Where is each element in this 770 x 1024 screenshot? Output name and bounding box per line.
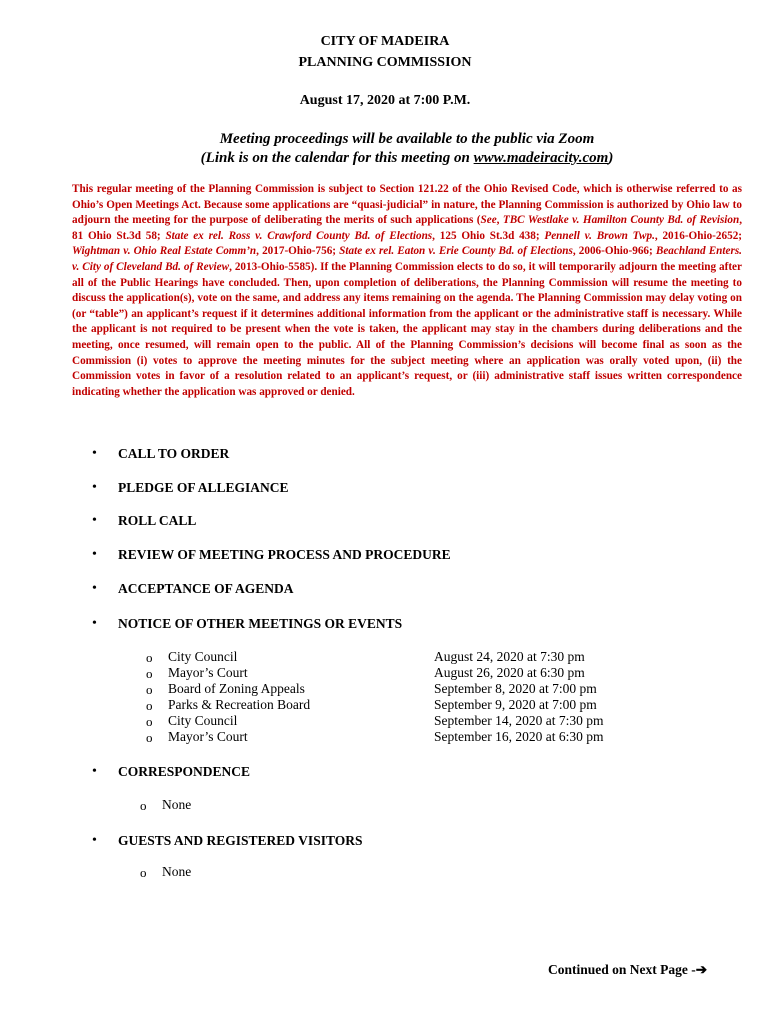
meeting-when: September 16, 2020 at 6:30 pm	[434, 729, 604, 744]
meeting-name: City Council	[168, 649, 238, 664]
notice-cite-5: , 2006-Ohio-966;	[572, 245, 656, 258]
sub-bullet-icon: o	[146, 698, 153, 713]
notice-text-1: This regular meeting of the Planning Commission is subject to Section 121.22 of the Ohio Revised Code, which is otherwise referred to as Ohio’s Open Meetings Act. Because some applications are “quasi-judicial” in nature, the Planning Commission is authorized by Ohio law to adjourn the meeting for the purpose of deliberating the merits of such applications (	[72, 183, 742, 227]
meeting-when: September 14, 2020 at 7:30 pm	[434, 713, 604, 728]
sub-bullet-icon: o	[140, 865, 147, 880]
bullet-icon: •	[92, 547, 97, 562]
zoom-line-2-post: )	[608, 150, 614, 166]
meeting-name: City Council	[168, 713, 238, 728]
continued-next-page	[548, 962, 707, 978]
bullet-icon: •	[92, 616, 97, 631]
meeting-name: Board of Zoning Appeals	[168, 681, 305, 696]
zoom-line-2-pre: (Link is on the calendar for this meeting on	[200, 150, 474, 166]
sub-bullet-icon: o	[146, 730, 153, 745]
bullet-icon: •	[92, 764, 97, 779]
agenda-item-review-process: REVIEW OF MEETING PROCESS AND PROCEDURE	[118, 547, 451, 562]
case-ross: State ex rel. Ross v. Crawford County Bd. of Elections	[165, 229, 433, 242]
open-meetings-notice: This regular meeting of the Planning Commission is subject to Section 121.22 of the Ohio Revised Code, which is otherwise referred to as Ohio’s Open Meetings Act. Because some applications are “quasi-judicial” in nature, the Planning Commission is authorized by Ohio law to adjourn the meeting for the purpose of deliberating the merits of such applications (See, TBC Westlake v. Hamilton County Bd. of Revision, 81 Ohio St.3d 58; State ex rel. Ross v. Crawford County Bd. of Elections, 125 Ohio St.3d 438; Pennell v. Brown Twp., 2016-Ohio-2652; Wightman v. Ohio Real Estate Comm’n, 2017-Ohio-756; State ex rel. Eaton v. Erie County Bd. of Elections, 2006-Ohio-966; Beachland Enters. v. City of Cleveland Bd. of Review, 2013-Ohio-5585). If the Planning Commission elects to do so, it will temporarily adjourn the meeting after all of the Public Hearings have concluded. Then, upon completion of deliberations, the Planning Commission will resume the meeting to discuss the application(s), vote on the same, and address any items remaining on the agenda. The Planning Commission may delay voting on (or “table”) an applicant’s request if it determines additional information from the applicant or the administrative staff is necessary. While the applicant is not required to be present when the vote is taken, the applicant may stay in the chambers during deliberations and the meeting, once resumed, will remain open to the public. All of the Planning Commission’s decisions will become final as soon as the Commission (i) votes to approve the meeting minutes for the subject meeting where an application was orally voted upon, (ii) the Commission votes in favor of a resolution related to an applicant’s request, or (iii) administrative staff issues written correspondence indicating whether the application was approved or denied.	[72, 183, 743, 398]
agenda-item-notice-meetings: NOTICE OF OTHER MEETINGS OR EVENTS	[118, 616, 403, 631]
madeira-website-link[interactable]: www.madeiracity.com	[473, 150, 609, 166]
meeting-when: September 9, 2020 at 7:00 pm	[434, 697, 597, 712]
agenda-item-pledge: PLEDGE OF ALLEGIANCE	[118, 480, 289, 495]
continued-text: Continued on Next Page -	[548, 962, 696, 977]
agenda-item-acceptance: ACCEPTANCE OF AGENDA	[118, 581, 294, 596]
sub-bullet-icon: o	[140, 798, 147, 813]
bullet-icon: •	[92, 513, 97, 528]
notice-cite-3: , 2016-Ohio-2652;	[654, 229, 743, 242]
bullet-icon: •	[92, 833, 97, 848]
zoom-line-1: Meeting proceedings will be available to the public via Zoom	[219, 131, 595, 147]
meeting-date: August 17, 2020 at 7:00 P.M.	[299, 93, 471, 108]
case-wightman: Wightman v. Ohio Real Estate Comm’n	[72, 245, 257, 258]
city-title: CITY OF MADEIRA	[320, 34, 450, 49]
meeting-when: August 24, 2020 at 7:30 pm	[434, 649, 585, 664]
case-tbc-westlake: TBC Westlake v. Hamilton County Bd. of Revision	[502, 214, 740, 227]
notice-cite-1: , 81 Ohio St.3d 58;	[72, 214, 743, 242]
guests-none: None	[162, 864, 192, 879]
sub-bullet-icon: o	[146, 666, 153, 681]
commission-title: PLANNING COMMISSION	[298, 55, 472, 70]
agenda-item-correspondence: CORRESPONDENCE	[118, 764, 251, 779]
sub-bullet-icon: o	[146, 682, 153, 697]
bullet-icon: •	[92, 581, 97, 596]
meeting-when: September 8, 2020 at 7:00 pm	[434, 681, 597, 696]
meeting-name: Mayor’s Court	[168, 665, 248, 680]
notice-cite-4: , 2017-Ohio-756;	[256, 245, 340, 258]
case-eaton: State ex rel. Eaton v. Erie County Bd. of Elections	[339, 245, 573, 258]
case-pennell: Pennell v. Brown Twp.	[544, 229, 655, 242]
meeting-name: Mayor’s Court	[168, 729, 248, 744]
correspondence-none: None	[162, 797, 192, 812]
bullet-icon: •	[92, 446, 97, 461]
zoom-line-2	[0, 150, 770, 167]
agenda-item-roll-call: ROLL CALL	[118, 513, 197, 528]
sub-bullet-icon: o	[146, 650, 153, 665]
agenda-item-call-to-order: CALL TO ORDER	[118, 446, 230, 461]
meeting-name: Parks & Recreation Board	[168, 697, 311, 712]
notice-text-2: , 2013-Ohio-5585). If the Planning Commission elects to do so, it will temporarily adjourn the meeting after all of the Public Hearings have concluded. Then, upon completion of deliberations, the Planning Commission will resume the meeting to discuss the application(s), vote on the same, and address any items remaining on the agenda. The Planning Commission may delay voting on (or “table”) an applicant’s request if it determines additional information from the applicant or the administrative staff is necessary. While the applicant is not required to be present when the vote is taken, the applicant may stay in the chambers during deliberations and the meeting, once resumed, will remain open to the public. All of the Planning Commission’s decisions will become final as soon as the Commission (i) votes to approve the meeting minutes for the subject meeting where an application was orally voted upon, (ii) the Commission votes in favor of a resolution related to an applicant’s request, or (iii) administrative staff issues written correspondence indicating whether the application was approved or denied.	[72, 260, 742, 398]
right-arrow-icon: ➔	[695, 962, 708, 977]
case-beachland: Beachland Enters. v. City of Cleveland Bd. of Review	[72, 245, 742, 273]
agenda-item-guests: GUESTS AND REGISTERED VISITORS	[118, 833, 363, 848]
notice-see: See	[480, 214, 497, 227]
sub-bullet-icon: o	[146, 714, 153, 729]
bullet-icon: •	[92, 480, 97, 495]
meeting-when: August 26, 2020 at 6:30 pm	[434, 665, 585, 680]
notice-cite-2: , 125 Ohio St.3d 438;	[432, 229, 545, 242]
